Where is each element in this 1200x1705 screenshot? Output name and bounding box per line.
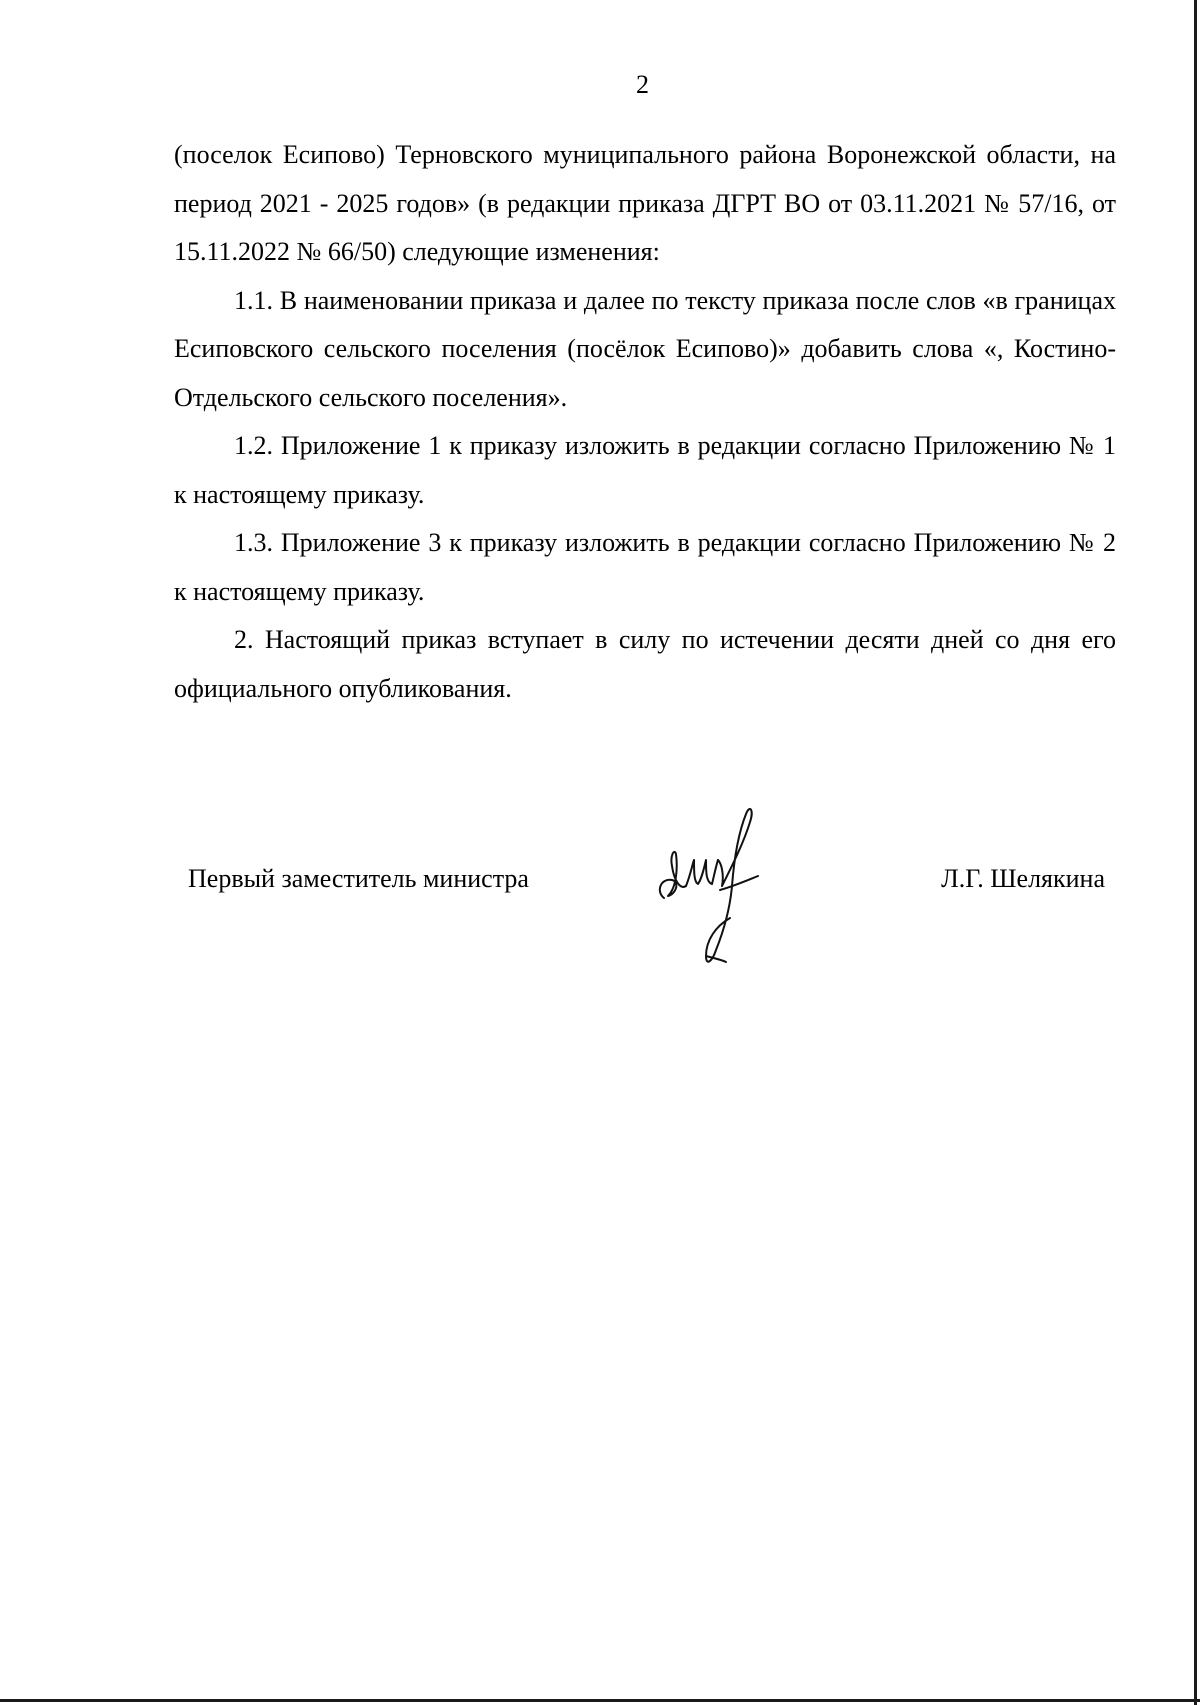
paragraph-item-1-3: 1.3. Приложение 3 к приказу изложить в редакции согласно Приложению № 2 к настоящему приказу. <box>174 528 1116 606</box>
scan-edge-bottom <box>0 1699 1200 1702</box>
scan-edge-right <box>1194 0 1197 1705</box>
page-number: 2 <box>636 70 649 99</box>
signer-name: Л.Г. Шелякина <box>941 864 1105 893</box>
body-text <box>174 131 1116 713</box>
paragraph-intro-continuation: (поселок Есипово) Терновского муниципального района Воронежской области, на период 2021 - 2025 годов» (в редакции приказа ДГРТ ВО от 03.11.2021 № 57/16, от 15.11.2022 № 66/50) следующие изменения: <box>174 140 1116 266</box>
signature-block <box>0 864 1200 904</box>
handwritten-signature <box>650 790 800 970</box>
signer-title: Первый заместитель министра <box>188 864 529 893</box>
paragraph-item-2: 2. Настоящий приказ вступает в силу по истечении десяти дней со дня его официального опубликования. <box>174 625 1116 703</box>
paragraph-item-1-1: 1.1. В наименовании приказа и далее по тексту приказа после слов «в границах Есиповского сельского поселения (посёлок Есипово)» добавить слова «, Костино-Отдельского сельского поселения». <box>174 285 1116 412</box>
paragraph-item-1-2: 1.2. Приложение 1 к приказу изложить в редакции согласно Приложению № 1 к настоящему приказу. <box>174 431 1116 509</box>
